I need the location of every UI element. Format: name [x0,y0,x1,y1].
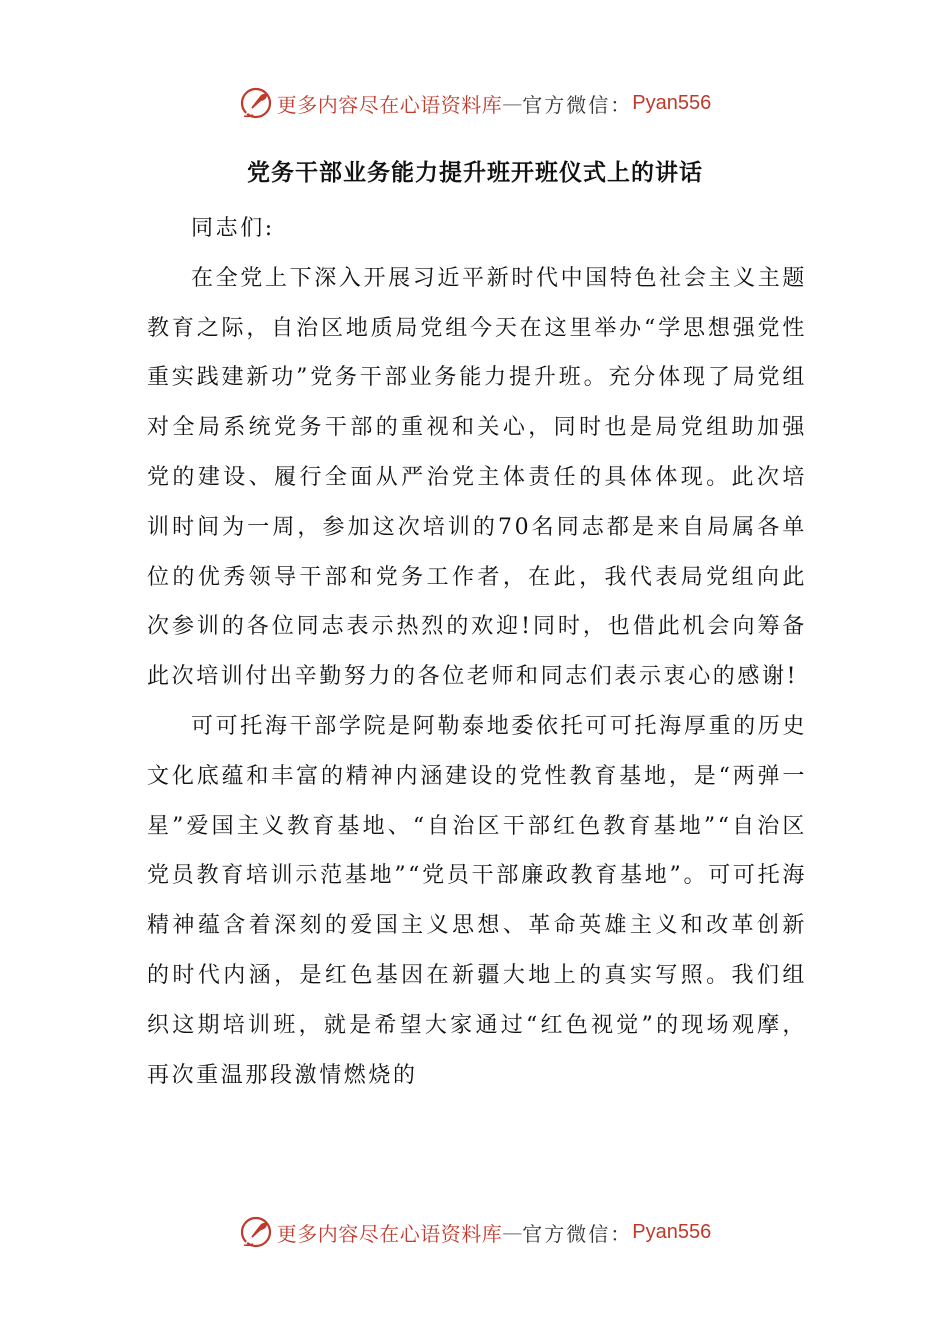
salutation: 同志们: [191,216,275,241]
banner-wechat-label: 官方微信： [522,92,633,117]
banner-wechat-handle: Pyan556 [632,1220,712,1243]
quill-pen-logo-icon [239,86,273,120]
header-banner [0,83,950,123]
banner-separator: — [502,91,523,115]
banner-wechat-label: 官方微信： [522,1221,633,1246]
footer-banner [0,1212,950,1252]
paragraph-2: 可可托海干部学院是阿勒泰地委依托可可托海厚重的历史文化底蕴和丰富的精神内涵建设的党性教育基地，是“两弹一星”爱国主义教育基地、“自治区干部红色教育基地”“自治区党员教育培训示范基地”“党员干部廉政教育基地”。可可托海精神蕴含着深刻的爱国主义思想、革命英雄主义和改革创新的时代内涵，是红色基因在新疆大地上的真实写照。我们组织这期培训班，就是希望大家通过“红色视觉”的现场观摩，再次重温那段激情燃烧的 [147,713,807,1088]
quill-pen-logo-icon [239,1215,273,1249]
banner-separator: — [502,1220,523,1244]
document-title: 党务干部业务能力提升班开班仪式上的讲话 [247,160,703,186]
banner-wechat-handle: Pyan556 [632,91,712,114]
document-body [147,204,807,1100]
banner-brand-text: 更多内容尽在心语资料库 [276,1221,503,1246]
banner-brand-text: 更多内容尽在心语资料库 [276,92,503,117]
paragraph-1: 在全党上下深入开展习近平新时代中国特色社会主义主题教育之际，自治区地质局党组今天在这里举办“学思想强党性重实践建新功”党务干部业务能力提升班。充分体现了局党组对全局系统党务干部的重视和关心，同时也是局党组助加强党的建设、履行全面从严治党主体责任的具体体现。此次培训时间为一周，参加这次培训的70名同志都是来自局属各单位的优秀领导干部和党务工作者，在此，我代表局党组向此次参训的各位同志表示热烈的欢迎!同时，也借此机会向筹备此次培训付出辛勤努力的各位老师和同志们表示衷心的感谢! [147,265,807,690]
